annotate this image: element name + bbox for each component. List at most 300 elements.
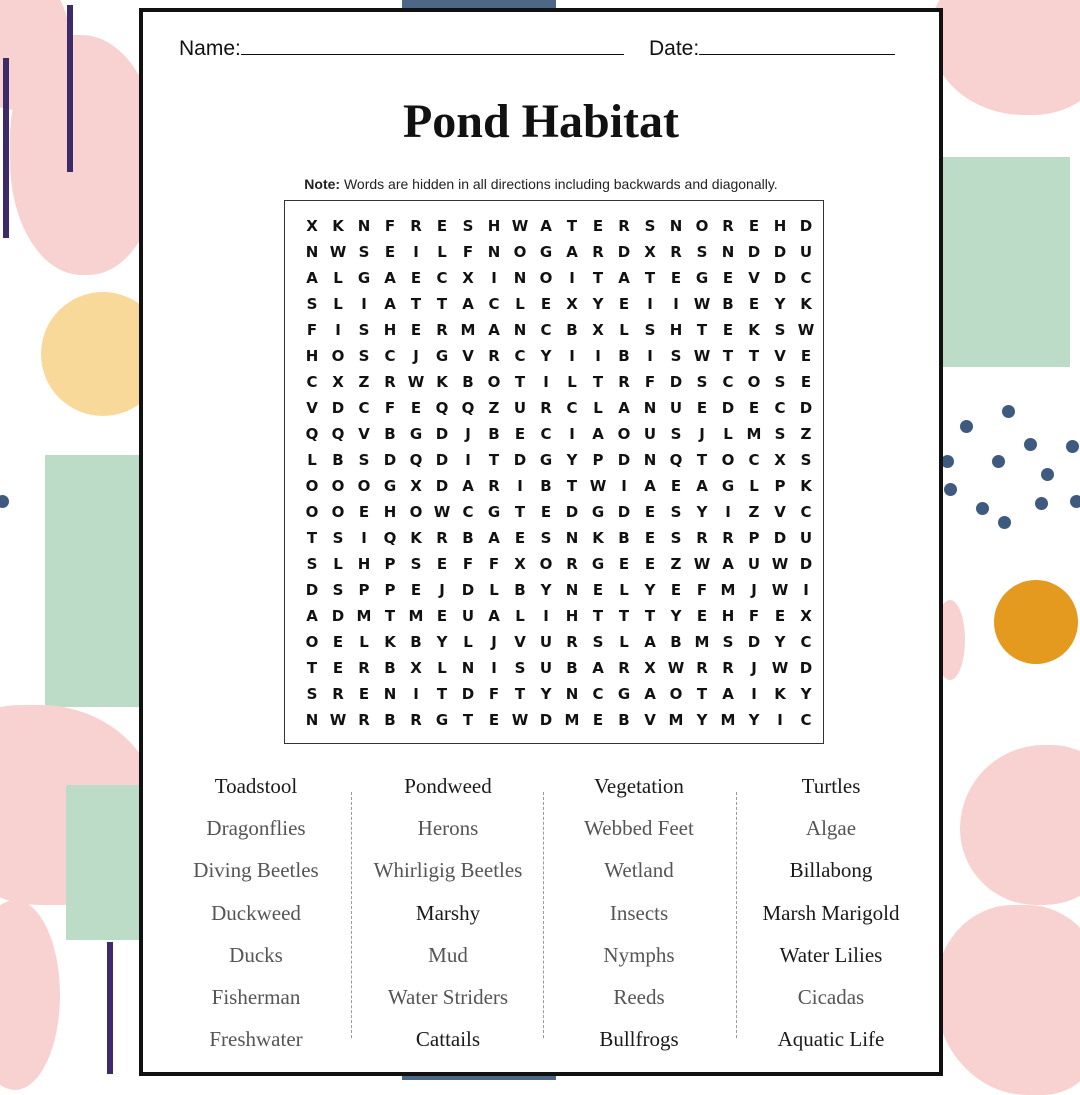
grid-letter: C [306,373,318,391]
grid-letter: R [410,217,422,235]
grid-letter: O [305,503,319,521]
grid-letter: N [513,321,527,339]
word-item: Dragonflies [206,816,306,841]
grid-letter: I [413,685,419,703]
word-item: Herons [417,816,479,841]
grid-letter: W [771,659,789,677]
grid-letter: Q [305,425,319,443]
grid-letter: O [695,217,709,235]
word-column-3 [544,770,734,1065]
grid-letter: D [539,711,553,729]
bg-blue-dot [944,483,957,496]
grid-letter: N [721,243,735,261]
letter-grid [299,213,819,733]
grid-letter: R [592,243,604,261]
grid-letter: E [436,555,448,573]
grid-row [299,213,819,239]
grid-letter: I [569,347,575,365]
grid-letter: E [670,269,682,287]
grid-letter: W [329,243,347,261]
grid-row [299,681,819,707]
grid-letter: W [771,581,789,599]
grid-letter: T [566,477,578,495]
grid-letter: I [569,269,575,287]
grid-letter: L [463,633,473,651]
grid-letter: E [488,711,500,729]
grid-letter: E [696,399,708,417]
grid-letter: V [774,347,786,365]
grid-letter: W [693,347,711,365]
grid-letter: Y [696,711,708,729]
grid-letter: E [696,607,708,625]
grid-letter: V [774,503,786,521]
grid-letter: W [667,659,685,677]
grid-letter: E [644,503,656,521]
grid-letter: D [799,659,813,677]
grid-letter: E [774,607,786,625]
grid-letter: U [539,659,553,677]
note-text: Words are hidden in all directions including backwards and diagonally. [340,176,778,192]
grid-letter: J [465,425,471,443]
grid-letter: F [462,243,474,261]
grid-letter: W [433,503,451,521]
grid-letter: C [722,373,734,391]
word-item: Mud [428,942,468,967]
grid-letter: I [491,659,497,677]
grid-letter: X [592,321,604,339]
grid-letter: Q [409,451,423,469]
grid-letter: A [566,243,578,261]
grid-letter: D [461,581,475,599]
grid-letter: C [774,399,786,417]
grid-letter: I [621,477,627,495]
grid-letter: U [643,425,657,443]
grid-letter: M [356,607,372,625]
bg-blue-dot [998,516,1011,529]
grid-letter: E [748,399,760,417]
grid-letter: A [644,477,656,495]
grid-letter: I [673,295,679,313]
word-item: Vegetation [594,774,684,798]
grid-letter: U [539,633,553,651]
grid-letter: X [332,373,344,391]
grid-letter: R [566,555,578,573]
word-item: Marshy [415,900,481,925]
grid-letter: C [592,685,604,703]
word-bank [161,770,921,1060]
grid-letter: B [462,373,474,391]
grid-letter: L [515,295,525,313]
grid-letter: C [800,633,812,651]
bg-orange-circle [994,580,1078,664]
grid-letter: T [722,347,734,365]
name-line[interactable] [241,34,624,55]
bg-purple-line [3,58,9,238]
grid-row [299,369,819,395]
grid-letter: I [777,711,783,729]
grid-letter: S [358,243,370,261]
grid-letter: T [696,685,708,703]
grid-letter: A [644,685,656,703]
grid-letter: O [331,503,345,521]
grid-letter: L [333,555,343,573]
grid-letter: G [357,269,371,287]
grid-letter: P [748,529,760,547]
grid-letter: A [306,269,318,287]
grid-letter: X [410,659,422,677]
grid-letter: E [436,217,448,235]
grid-letter: D [773,529,787,547]
grid-letter: Y [774,295,786,313]
grid-letter: E [644,555,656,573]
grid-letter: H [305,347,319,365]
grid-letter: K [332,217,344,235]
grid-letter: E [800,347,812,365]
date-field[interactable] [649,34,895,61]
word-item: Webbed Feet [584,816,694,841]
word-item: Bullfrogs [599,1027,679,1052]
grid-letter: A [306,607,318,625]
bg-green-square [66,785,146,940]
grid-letter: T [696,451,708,469]
grid-letter: A [384,295,396,313]
grid-letter: H [383,503,397,521]
grid-letter: G [591,555,605,573]
grid-letter: D [747,633,761,651]
grid-letter: K [592,529,604,547]
word-item: Aquatic Life [777,1027,885,1052]
grid-letter: Q [383,529,397,547]
grid-letter: N [565,581,579,599]
word-item: Nymphs [603,942,675,967]
grid-letter: Q [461,399,475,417]
grid-letter: R [670,243,682,261]
grid-letter: Y [540,685,552,703]
grid-letter: E [592,217,604,235]
grid-letter: A [488,529,500,547]
grid-letter: E [722,269,734,287]
word-item: Billabong [789,858,873,883]
word-item: Reeds [613,984,665,1009]
grid-letter: R [696,529,708,547]
grid-letter: T [592,269,604,287]
grid-letter: T [514,503,526,521]
grid-letter: G [617,685,631,703]
bg-blue-dot [992,455,1005,468]
bg-blue-dot [1070,495,1080,508]
grid-letter: E [410,581,422,599]
grid-letter: G [487,503,501,521]
grid-letter: O [357,477,371,495]
grid-letter: L [515,607,525,625]
grid-letter: R [436,529,448,547]
worksheet [139,8,943,1076]
grid-letter: R [488,347,500,365]
grid-letter: Q [435,399,449,417]
word-item: Wetland [604,858,674,883]
grid-letter: T [436,685,448,703]
bg-blue-dot [1041,468,1054,481]
bg-blue-dot [1066,440,1079,453]
grid-letter: A [618,399,630,417]
grid-letter: B [514,581,526,599]
grid-letter: N [383,685,397,703]
date-label: Date: [649,37,700,60]
grid-letter: R [358,659,370,677]
grid-letter: S [358,321,370,339]
grid-letter: L [619,633,629,651]
grid-letter: T [644,269,656,287]
grid-row [299,473,819,499]
grid-letter: H [669,321,683,339]
grid-letter: E [332,633,344,651]
grid-letter: S [696,373,708,391]
grid-letter: T [514,685,526,703]
grid-letter: X [644,659,656,677]
grid-letter: I [569,425,575,443]
grid-letter: R [332,685,344,703]
grid-letter: X [410,477,422,495]
grid-letter: C [540,425,552,443]
grid-letter: B [618,711,630,729]
grid-letter: E [514,425,526,443]
grid-letter: L [489,581,499,599]
grid-letter: U [747,555,761,573]
grid-letter: F [748,607,760,625]
grid-letter: S [540,529,552,547]
grid-letter: G [721,477,735,495]
grid-letter: S [644,217,656,235]
grid-letter: K [800,295,812,313]
bg-blue-dot [1002,405,1015,418]
grid-letter: U [799,529,813,547]
grid-letter: M [408,607,424,625]
grid-letter: Y [566,451,578,469]
grid-letter: N [643,399,657,417]
grid-letter: L [619,321,629,339]
grid-letter: O [331,347,345,365]
note-prefix: Note: [304,176,341,192]
grid-letter: S [306,555,318,573]
grid-letter: K [774,685,786,703]
grid-letter: D [617,503,631,521]
grid-letter: T [488,451,500,469]
grid-letter: T [462,711,474,729]
grid-letter: W [693,555,711,573]
grid-letter: D [721,399,735,417]
grid-letter: E [592,711,604,729]
grid-row [299,629,819,655]
grid-letter: O [409,503,423,521]
grid-letter: D [435,451,449,469]
grid-row [299,317,819,343]
grid-letter: D [799,555,813,573]
grid-letter: B [384,659,396,677]
word-item: Fisherman [211,984,301,1009]
column-divider [351,792,352,1038]
grid-letter: O [305,633,319,651]
grid-letter: O [539,269,553,287]
grid-letter: B [384,711,396,729]
grid-letter: B [566,659,578,677]
grid-letter: W [407,373,425,391]
grid-letter: S [358,347,370,365]
grid-letter: P [592,451,604,469]
grid-letter: M [460,321,476,339]
grid-letter: G [409,425,423,443]
grid-letter: B [488,425,500,443]
grid-letter: K [748,321,760,339]
grid-letter: S [592,633,604,651]
grid-letter: F [462,555,474,573]
grid-letter: M [746,425,762,443]
grid-letter: L [749,477,759,495]
word-item: Ducks [229,942,283,967]
grid-letter: U [669,399,683,417]
word-column-4 [736,770,926,1065]
grid-letter: E [644,529,656,547]
grid-letter: I [647,295,653,313]
grid-letter: L [567,373,577,391]
grid-letter: L [723,425,733,443]
grid-letter: S [462,217,474,235]
grid-letter: E [670,581,682,599]
grid-letter: I [361,529,367,547]
grid-letter: R [722,529,734,547]
grid-letter: V [644,711,656,729]
grid-letter: I [803,581,809,599]
grid-letter: D [461,685,475,703]
grid-letter: I [725,503,731,521]
grid-letter: G [695,269,709,287]
grid-letter: Y [592,295,604,313]
word-item: Pondweed [404,774,492,798]
bg-pink-blob [960,745,1080,905]
grid-row [299,525,819,551]
grid-letter: S [306,295,318,313]
grid-letter: G [383,477,397,495]
grid-letter: L [437,659,447,677]
grid-letter: H [383,321,397,339]
bg-blue-dot [960,420,973,433]
grid-letter: I [335,321,341,339]
grid-letter: E [748,217,760,235]
grid-letter: T [436,295,448,313]
grid-letter: O [669,685,683,703]
grid-letter: X [800,607,812,625]
grid-letter: E [410,321,422,339]
grid-letter: O [539,555,553,573]
grid-letter: F [306,321,318,339]
word-item: Toadstool [214,774,298,798]
grid-letter: R [722,217,734,235]
grid-row [299,265,819,291]
grid-letter: F [384,217,396,235]
bg-green-square [938,157,1070,367]
grid-letter: S [670,529,682,547]
grid-letter: S [358,451,370,469]
grid-letter: N [461,659,475,677]
name-field[interactable] [179,34,624,61]
grid-letter: A [722,555,734,573]
grid-letter: H [565,607,579,625]
grid-letter: X [514,555,526,573]
grid-letter: A [462,477,474,495]
grid-letter: D [383,451,397,469]
grid-letter: C [384,347,396,365]
bg-purple-line [67,5,73,172]
bg-blue-dot [0,495,9,508]
grid-letter: D [799,217,813,235]
word-item: Insects [609,900,669,925]
grid-letter: C [748,451,760,469]
grid-letter: U [461,607,475,625]
grid-letter: E [410,269,422,287]
grid-letter: H [721,607,735,625]
name-label: Name: [179,37,241,60]
word-column-2 [353,770,543,1065]
grid-letter: N [669,217,683,235]
grid-letter: R [410,711,422,729]
grid-letter: F [488,685,500,703]
grid-row [299,395,819,421]
grid-letter: T [384,607,396,625]
grid-letter: C [800,503,812,521]
grid-letter: D [773,243,787,261]
grid-letter: V [514,633,526,651]
grid-letter: Y [774,633,786,651]
grid-letter: Z [800,425,812,443]
grid-letter: H [487,217,501,235]
word-item: Turtles [801,774,861,798]
grid-letter: Q [669,451,683,469]
grid-letter: O [513,243,527,261]
grid-letter: N [513,269,527,287]
word-item: Water Lilies [779,942,883,967]
word-item: Cicadas [797,984,865,1009]
grid-letter: S [696,243,708,261]
grid-letter: R [618,373,630,391]
grid-letter: P [774,477,786,495]
grid-row [299,551,819,577]
grid-letter: M [720,711,736,729]
grid-letter: L [593,399,603,417]
grid-letter: A [488,607,500,625]
grid-letter: S [670,503,682,521]
grid-letter: T [592,607,604,625]
grid-letter: C [800,269,812,287]
grid-letter: G [435,711,449,729]
grid-row [299,291,819,317]
grid-letter: B [332,451,344,469]
word-item: Water Striders [387,984,509,1009]
grid-letter: K [800,477,812,495]
grid-letter: O [331,477,345,495]
grid-letter: I [751,685,757,703]
grid-row [299,499,819,525]
grid-letter: O [487,373,501,391]
date-line[interactable] [699,34,895,55]
grid-letter: I [595,347,601,365]
grid-row [299,603,819,629]
grid-letter: W [589,477,607,495]
bg-blue-dot [1024,438,1037,451]
grid-row [299,421,819,447]
grid-letter: J [491,633,497,651]
grid-letter: O [305,477,319,495]
grid-letter: I [361,295,367,313]
grid-letter: A [540,217,552,235]
